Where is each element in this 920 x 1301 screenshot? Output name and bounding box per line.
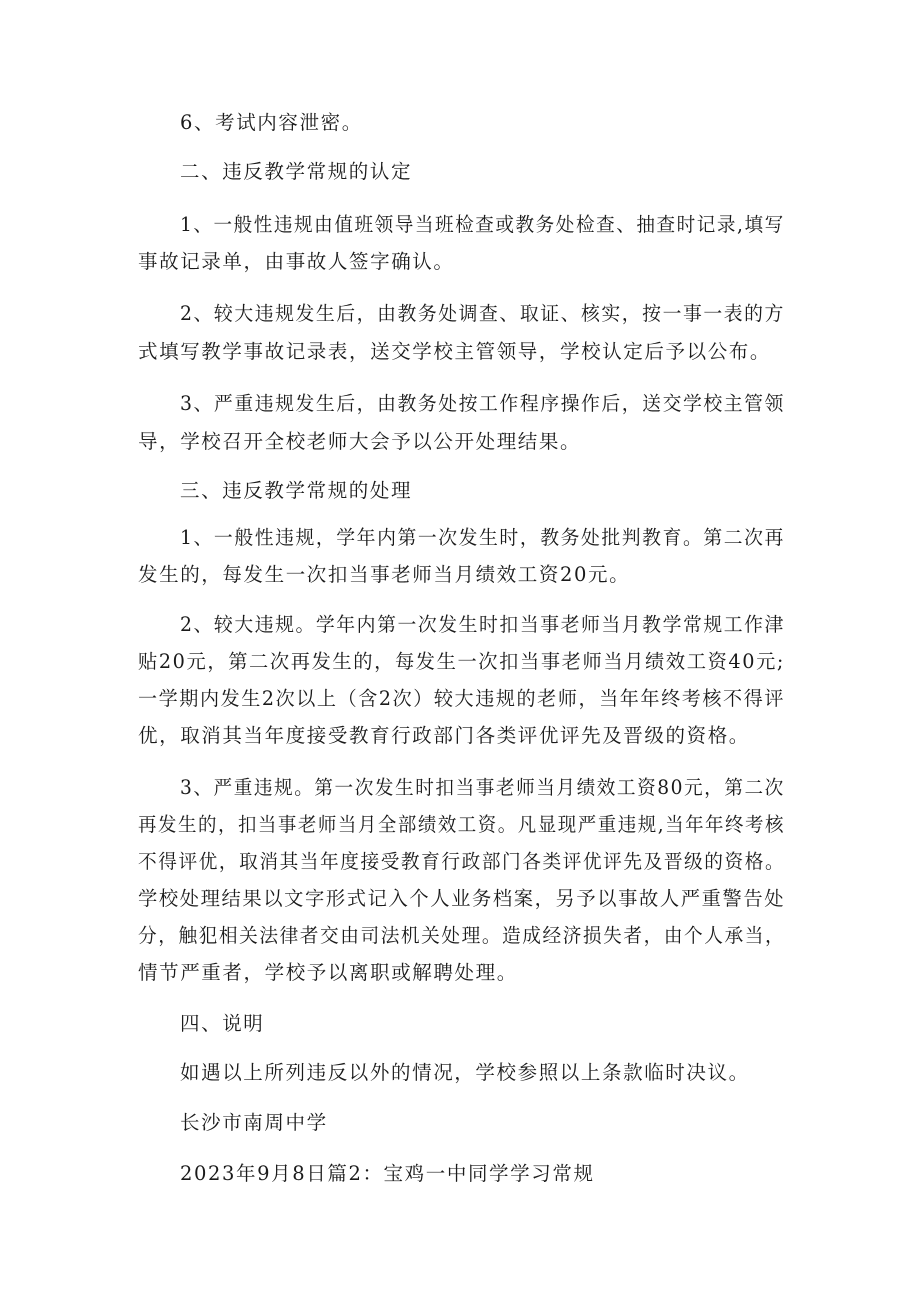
para-2-3-line-2: 导，学校召开全校老师大会予以公开处理结果。 [138, 430, 582, 453]
para-3-3-line-6: 情节严重者，学校予以离职或解聘处理。 [138, 961, 518, 984]
para-3-2-line-4: 优，取消其当年度接受教育行政部门各类评优评先及晋级的资格。 [138, 724, 750, 747]
para-2-1-line-1: 1、一般性违规由值班领导当班检查或教务处检查、抽查时记录,填写 [180, 213, 785, 236]
para-3-3-line-4: 学校处理结果以文字形式记入个人业务档案，另予以事故人严重警告处 [138, 887, 786, 910]
item-6-text: 6、考试内容泄密。 [180, 111, 363, 134]
para-3-2-line-2: 贴20元，第二次再发生的，每发生一次扣当事老师当月绩效工资40元; [138, 650, 786, 673]
para-2-3-line-1: 3、严重违规发生后，由教务处按工作程序操作后，送交学校主管领 [180, 392, 785, 415]
para-3-3-line-1: 3、严重违规。第一次发生时扣当事老师当月绩效工资80元，第二次 [180, 776, 785, 799]
para-2-2-line-2: 式填写教学事故记录表，送交学校主管领导，学校认定后予以公布。 [138, 340, 772, 363]
para-3-2-line-3: 一学期内发生2次以上（含2次）较大违规的老师，当年年终考核不得评 [138, 687, 786, 710]
para-2-1-line-2: 事故记录单，由事故人签字确认。 [138, 250, 455, 273]
para-2-2-line-1: 2、较大违规发生后，由教务处调查、取证、核实，按一事一表的方 [180, 302, 785, 325]
para-3-3-line-5: 分，触犯相关法律者交由司法机关处理。造成经济损失者，由个人承当， [138, 924, 786, 947]
section-2-heading: 二、违反教学常规的认定 [180, 160, 413, 183]
para-3-3-line-3: 不得评优，取消其当年度接受教育行政部门各类评优评先及晋级的资格。 [138, 850, 786, 873]
para-3-1-line-1: 1、一般性违规，学年内第一次发生时，教务处批判教育。第二次再 [180, 526, 785, 549]
date-and-next-title: 2023年9月8日篇2：宝鸡一中同学学习常规 [180, 1162, 595, 1185]
section-4-heading: 四、说明 [180, 1012, 265, 1035]
para-3-3-line-2: 再发生的，扣当事老师当月全部绩效工资。凡显现严重违规,当年年终考核 [138, 813, 786, 836]
para-3-2-line-1: 2、较大违规。学年内第一次发生时扣当事老师当月教学常规工作津 [180, 613, 785, 636]
para-4-text: 如遇以上所列违反以外的情况，学校参照以上条款临时决议。 [180, 1061, 750, 1084]
school-signature: 长沙市南周中学 [180, 1111, 328, 1134]
section-3-heading: 三、违反教学常规的处理 [180, 479, 413, 502]
para-3-1-line-2: 发生的，每发生一次扣当事老师当月绩效工资20元。 [138, 563, 631, 586]
